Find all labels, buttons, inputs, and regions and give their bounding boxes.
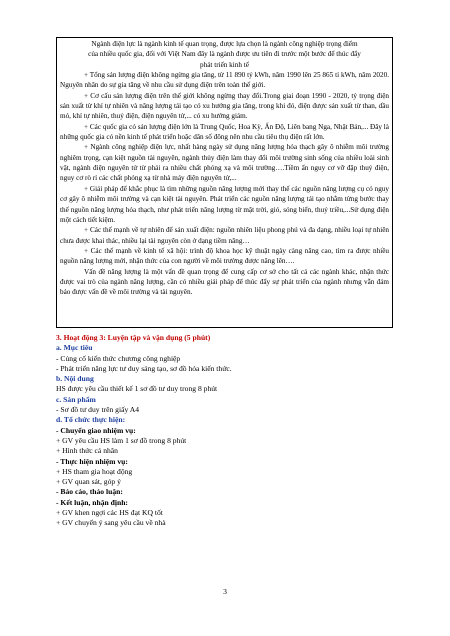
box-paragraph: + Tổng sản lượng điện không ngừng gia tăng, từ 11 890 tỷ kWh, năm 1990 lên 25 865 tỉ kWh, năm 2020. Nguyên nhân do sự gia tăng về nhu cầu sử dụng điện trên toàn thế giới.	[60, 71, 389, 90]
step-item: + Hình thức cá nhân	[56, 446, 118, 456]
box-paragraph: + Giải pháp để khắc phục là tìm những nguồn năng lượng mới thay thế các nguồn năng lượng cụ có nguy cơ gây ô nhiễm môi trường và cạn kiệt tài nguyên. Phát triển các nguồn năng lượng tái tạo nhằm từng bước thay thế nguồn năng lượng hóa thạch, như phát triển năng lượng từ mặt trời, gió, sóng biển, thuỷ triều,...Sử dụng điện một cách tiết kiệm.	[60, 184, 389, 224]
box-line: Ngành điện lực là ngành kinh tế quan trọng, được lựa chọn là ngành công nghiệp trọng điểm	[91, 40, 358, 48]
box-paragraph: + Các thế mạnh về tự nhiên để sản xuất điện: nguồn nhiên liệu phong phú và đa dạng, nhiều loại tự nhiên chưa được khai thác, nhiều lại tài nguyên còn ở dạng tiềm năng…	[60, 226, 389, 245]
objective-label: a. Mục tiêu	[56, 343, 93, 353]
page-number: 3	[223, 587, 227, 596]
box-paragraph: + Các quốc gia có sản lượng điện lớn là Trung Quốc, Hoa Kỳ, Ấn Độ, Liên bang Nga, Nhật Bản,... Đây là những quốc gia có nền kinh tế phát triển hoặc dân số đông nên nhu cầu tiêu thụ điện rất lớn.	[60, 122, 389, 142]
step-item: + GV chuyển ý sang yêu cầu về nhà	[56, 518, 166, 528]
content-label: b. Nội dung	[56, 374, 94, 384]
organization-label: d. Tổ chức thực hiện:	[56, 415, 126, 425]
content-item: HS được yêu cầu thiết kế 1 sơ đồ tư duy trong 8 phút	[56, 384, 218, 394]
step-heading: - Chuyển giao nhiệm vụ:	[56, 425, 136, 435]
activity-section	[56, 333, 396, 529]
step-heading: - Thực hiện nhiệm vụ:	[56, 456, 128, 466]
step-item: + HS tham gia hoạt động	[56, 466, 133, 476]
objective-item: - Phát triển năng lực tư duy sáng tạo, sơ đồ hóa kiến thức.	[56, 363, 232, 373]
step-item: + GV yêu cầu HS làm 1 sơ đồ trong 8 phút	[56, 435, 187, 445]
box-paragraph: Vấn đề năng lượng là một vấn đề quan trọng để cung cấp cơ sở cho tất cả các ngành khác, nhận thức được vai trò của ngành năng lượng, cần có nhiều giải pháp để thúc đẩy sự phát triển của ngành nhưng vẫn đảm bảo được vấn đề về môi trường và tài nguyên.	[60, 267, 389, 297]
step-heading: - Báo cáo, thảo luận:	[56, 487, 123, 497]
box-paragraph: + Các thế mạnh về kinh tế xã hội: trình độ khoa học kỹ thuật ngày càng nâng cao, tìm ra được nhiều nguồn năng lượng mới, nhận thức của con người về môi trường được nâng lên….	[60, 246, 389, 266]
product-label: c. Sản phẩm	[56, 394, 96, 404]
summary-box	[56, 37, 393, 328]
box-line: phát triển kinh tế	[200, 60, 249, 69]
step-item: + GV khen ngợi các HS đạt KQ tốt	[56, 508, 163, 518]
step-heading: - Kết luận, nhận định:	[56, 497, 128, 507]
box-line: của nhiều quốc gia, đối với Việt Nam đây là ngành được ưu tiên đi trước một bước để thúc đẩy	[88, 50, 361, 59]
objective-item: - Củng cố kiến thức chương công nghiệp	[56, 353, 181, 363]
section-heading: 3. Hoạt động 3: Luyện tập và vận dụng (5 phút)	[56, 333, 211, 342]
box-paragraph: + Ngành công nghiệp điện lực, nhất hàng ngày sử dụng năng lượng hóa thạch gây ô nhiễm môi trường nghiêm trọng, cạn kiệt nguồn tài nguyên, ngành thủy điện làm thay đổi môi trường sinh sống của nhiều loài sinh vật, ngành điện nguyên tử từ phải ra nhiều chất phóng xạ và môi trường….Tiềm ẩn nguy cơ vỡ đập thuỷ điện, nguy cơ rò rỉ các chất phóng xạ từ nhà máy điện nguyên tử,...	[60, 143, 389, 183]
product-item: - Sơ đồ tư duy trên giấy A4	[56, 405, 140, 415]
box-paragraph: + Cơ cấu sản lượng điện trên thế giới không ngừng thay đổi.Trong giai đoạn 1990 - 2020, tỷ trọng điện sản xuất từ khí tự nhiên và năng lượng tái tạo có xu hướng gia tăng, trong khi đó, điện được sản xuất từ than, dầu mỏ, khí tự nhiên, thuỷ điện, điện nguyên tử,... có xu hướng giảm.	[60, 91, 389, 121]
step-item: + GV quan sát, góp ý	[56, 477, 121, 487]
